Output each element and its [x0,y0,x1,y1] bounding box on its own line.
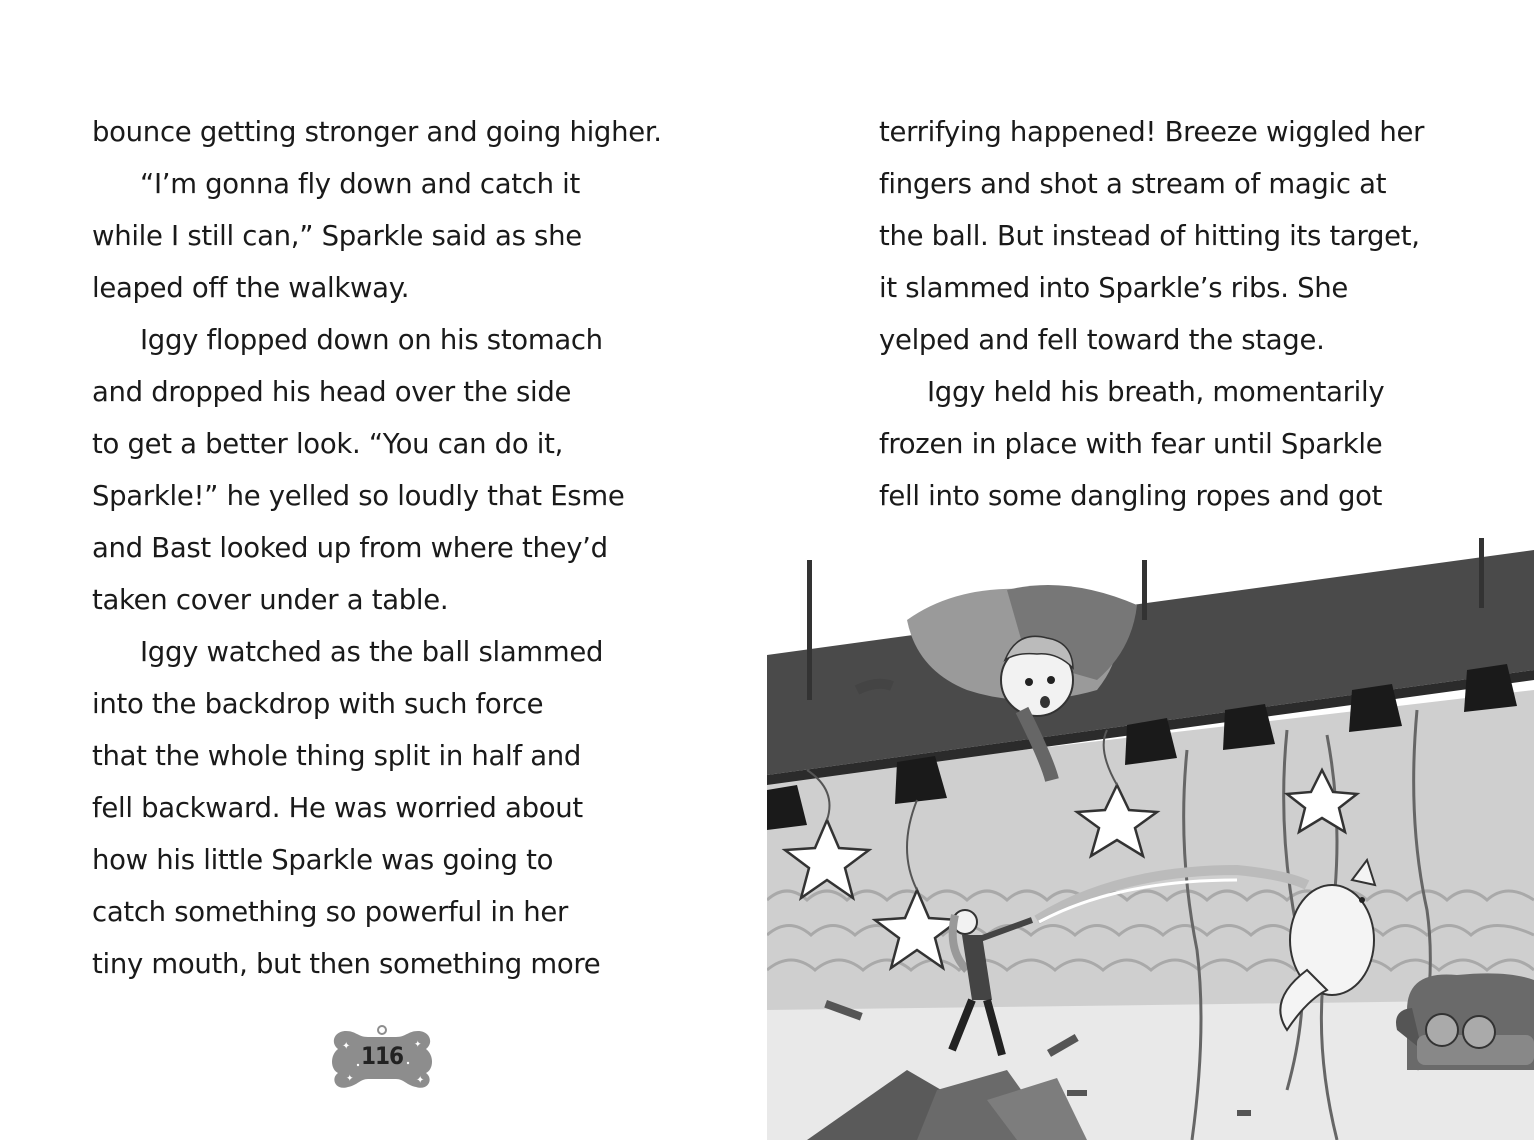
svg-text:✦: ✦ [342,1041,351,1052]
support-pole [807,560,812,700]
text-line: yelped and fell toward the stage. [879,324,1325,356]
text-line: catch something so powerful in her [92,896,569,928]
text-line: and Bast looked up from where they’d [92,532,608,564]
text-line: Iggy watched as the ball slammed [140,636,604,668]
text-line: bounce getting stronger and going higher. [92,116,662,148]
text-line: leaped off the walkway. [92,272,410,304]
text-line: frozen in place with fear until Sparkle [879,428,1383,460]
svg-text:✦: ✦ [346,1074,354,1084]
support-pole [1142,560,1147,620]
text-line: while I still can,” Sparkle said as she [92,220,582,252]
text-line: it slammed into Sparkle’s ribs. She [879,272,1348,304]
text-line: tiny mouth, but then something more [92,948,601,980]
text-line: to get a better look. “You can do it, [92,428,564,460]
svg-text:✦: ✦ [416,1075,425,1086]
couch [1396,973,1534,1070]
text-line: fell into some dangling ropes and got [879,480,1383,512]
text-line: Iggy held his breath, momentarily [927,376,1385,408]
svg-text:✦: ✦ [414,1040,422,1050]
text-line: “I’m gonna fly down and catch it [140,168,580,200]
text-line: the ball. But instead of hitting its target, [879,220,1420,252]
text-line: terrifying happened! Breeze wiggled her [879,116,1425,148]
right-page [767,0,1534,1140]
text-line: that the whole thing split in half and [92,740,582,772]
text-line: how his little Sparkle was going to [92,844,554,876]
text-line: taken cover under a table. [92,584,449,616]
page-number: 116 [360,1042,404,1070]
text-line: and dropped his head over the side [92,376,572,408]
text-line: Iggy flopped down on his stomach [140,324,603,356]
text-line: fell backward. He was worried about [92,792,583,824]
support-pole [1479,538,1484,608]
text-line: fingers and shot a stream of magic at [879,168,1387,200]
stage-illustration [767,530,1534,1140]
text-line: Sparkle!” he yelled so loudly that Esme [92,480,625,512]
iggy-foot [857,684,892,690]
text-line: into the backdrop with such force [92,688,544,720]
page-number-badge [328,1025,436,1093]
